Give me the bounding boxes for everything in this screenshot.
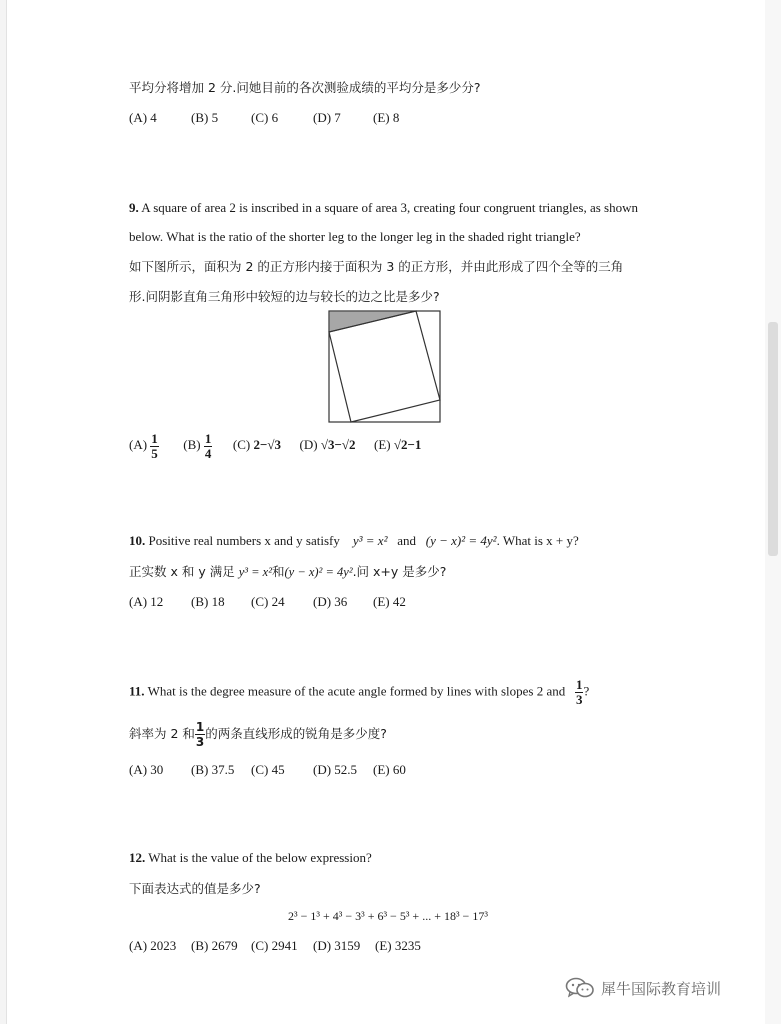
q9-text-zh-1: 如下图所示，面积为 2 的正方形内接于面积为 3 的正方形，并由此形成了四个全等的三角: [129, 259, 624, 274]
q9-choice-c: (C) 2−√3: [232, 437, 282, 453]
q12-choice-d: (D) 3159: [313, 938, 361, 953]
q8-text-zh: 平均分将增加 2 分.问她目前的各次测验成绩的平均分是多少分?: [129, 80, 481, 95]
q10-text-en: 10. Positive real numbers x and y satisfy y³ = x² and (y − x)² = 4y². What is x + y?: [129, 533, 579, 548]
q9-number: 9.: [129, 200, 139, 215]
q12-choice-a: (A) 2023: [129, 938, 177, 953]
q11-choice-b: (B) 37.5: [191, 762, 235, 777]
q9-choice-d: (D) √3−√2: [299, 437, 356, 453]
q10-choices: [129, 594, 406, 610]
q8-choice-a: (A) 4: [129, 110, 157, 125]
q9-choices: [129, 432, 421, 461]
q11-choice-d: (D) 52.5: [313, 762, 358, 777]
q8-choice-e: (E) 8: [373, 110, 400, 125]
q8-choice-c: (C) 6: [251, 110, 279, 125]
q11-number: 11.: [129, 683, 145, 699]
wechat-icon: [565, 976, 595, 1000]
scrollbar[interactable]: [765, 0, 781, 1024]
q10-eq2: (y − x)² = 4y²: [425, 533, 497, 548]
scrollbar-thumb[interactable]: [768, 322, 778, 556]
q9-choice-e: (E) √2−1: [374, 437, 422, 453]
q12-choices: [129, 938, 421, 954]
q10-number: 10.: [129, 533, 146, 548]
q11-text-zh: 斜率为 2 和 $\frac{1}{3}$ 的两条直线形成的锐角是多少度?: [129, 720, 387, 749]
q9-choice-a: (A) $\frac{1}{5}$: [129, 431, 158, 461]
q9-text-en-1: 9. A square of area 2 is inscribed in a square of area 3, creating four congruent triangles, as shown: [129, 200, 639, 215]
q12-choice-b: (B) 2679: [191, 938, 238, 953]
q8-choices: [129, 110, 399, 126]
q10-eq1: y³ = x²: [352, 533, 388, 548]
q12-choice-e: (E) 3235: [375, 938, 421, 953]
q12-expression: 2³ − 1³ + 4³ − 3³ + 6³ − 5³ + ... + 18³ − 17³: [288, 909, 488, 923]
q10-choice-e: (E) 42: [373, 594, 406, 609]
watermark: [565, 976, 721, 1000]
q8-choice-b: (B) 5: [191, 110, 219, 125]
q11-choices: [129, 762, 406, 778]
q11-choice-e: (E) 60: [373, 762, 406, 777]
q9-figure: [328, 310, 442, 424]
q12-number: 12.: [129, 850, 146, 865]
q12-text-en: 12. What is the value of the below expression?: [129, 850, 372, 865]
q11-text-en: 11. What is the degree measure of the acute angle formed by lines with slopes 2 and $\frac{1}{3}$ ?: [129, 677, 590, 707]
q10-text-zh: 正实数 x 和 y 满足 y³ = x²和(y − x)² = 4y².问 x+y 是多少?: [129, 564, 447, 579]
q11-choice-c: (C) 45: [251, 762, 285, 777]
q8-choice-d: (D) 7: [313, 110, 341, 125]
q10-choice-b: (B) 18: [191, 594, 225, 609]
q9-text-en-2: below. What is the ratio of the shorter leg to the longer leg in the shaded right triangle?: [129, 229, 581, 244]
document-page: [6, 0, 766, 1024]
q10-choice-c: (C) 24: [251, 594, 285, 609]
watermark-text: 犀牛国际教育培训: [601, 979, 722, 998]
q11-choice-a: (A) 30: [129, 762, 164, 777]
q10-choice-d: (D) 36: [313, 594, 348, 609]
q12-choice-c: (C) 2941: [251, 938, 298, 953]
q12-text-zh: 下面表达式的值是多少?: [129, 881, 261, 896]
q9-choice-b: (B) $\frac{1}{4}$: [183, 431, 212, 461]
q9-text-zh-2: 形.问阴影直角三角形中较短的边与较长的边之比是多少?: [129, 289, 440, 304]
q10-choice-a: (A) 12: [129, 594, 164, 609]
